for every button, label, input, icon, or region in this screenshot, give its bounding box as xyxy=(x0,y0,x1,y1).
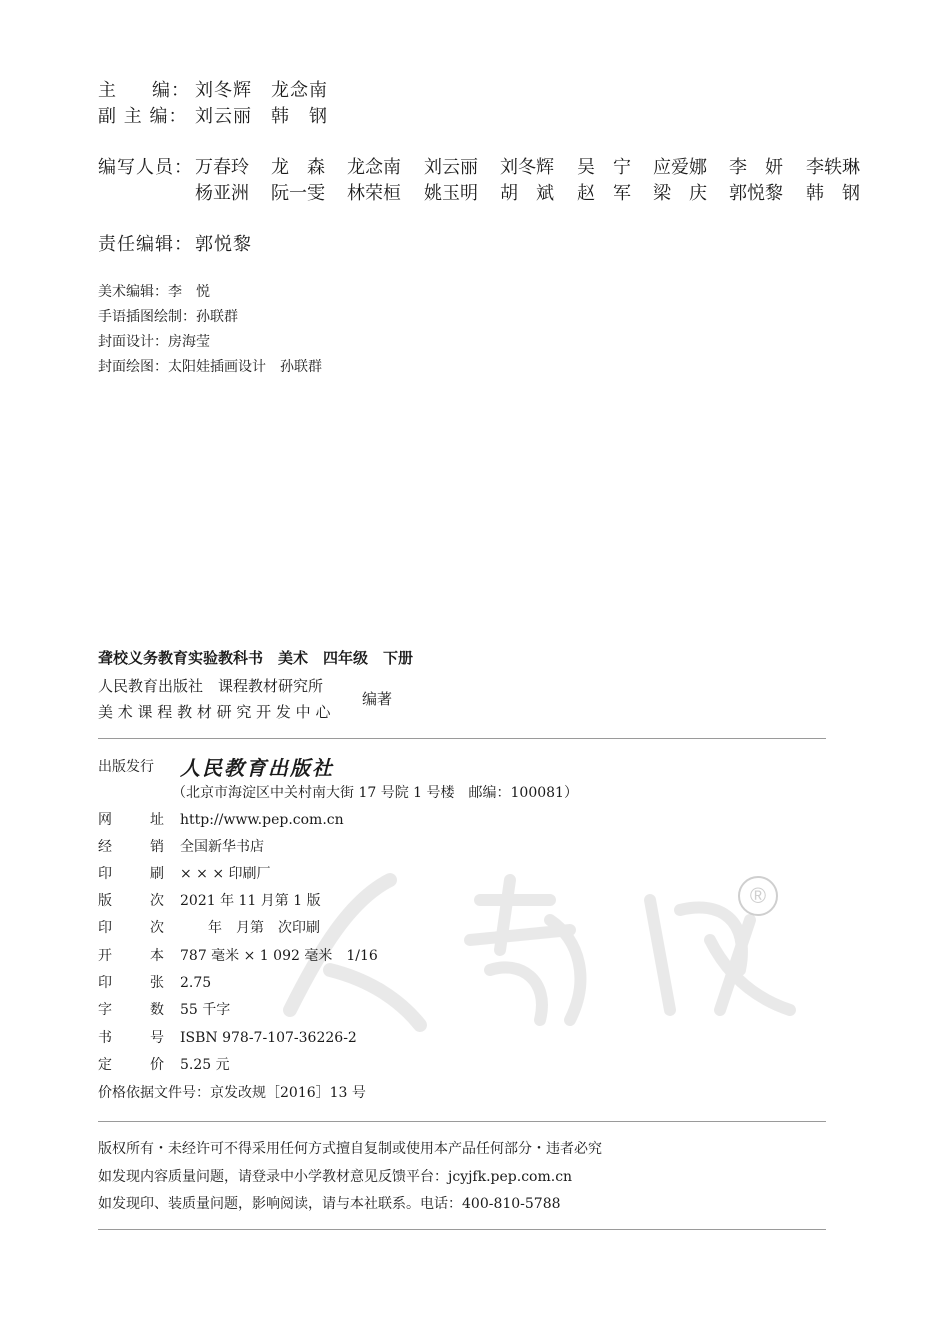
info-key: 号 xyxy=(150,1030,164,1046)
info-value: 2.75 xyxy=(180,975,212,991)
writer-name: 杨亚洲 xyxy=(195,183,249,204)
deputy-editor-label: 副 主 编： xyxy=(98,106,188,127)
info-value: 5.25 元 xyxy=(180,1057,230,1073)
responsible-editor-name: 郭悦黎 xyxy=(195,234,252,255)
writer-name: 梁 庆 xyxy=(653,183,707,204)
sign-language-illustration-credit xyxy=(98,306,238,326)
writer-name: 阮一雯 xyxy=(271,183,325,204)
info-key: 价 xyxy=(150,1057,164,1073)
info-value: 年 月第 次印刷 xyxy=(180,920,320,936)
book-title: 聋校义务教育实验教科书 美术 四年级 下册 xyxy=(98,649,414,667)
info-value: 全国新华书店 xyxy=(180,839,264,855)
info-key: 址 xyxy=(150,812,164,828)
info-key: 本 xyxy=(150,948,164,964)
info-key: 开 xyxy=(98,948,112,964)
info-key: 数 xyxy=(150,1002,164,1018)
cover-illustration-credit xyxy=(98,356,322,376)
writer-name: 龙 森 xyxy=(271,157,325,178)
divider-bottom xyxy=(98,1229,826,1230)
info-key: 刷 xyxy=(150,866,164,882)
credit-value: 孙联群 xyxy=(196,309,238,325)
chief-editor-names: 刘冬辉 龙念南 xyxy=(195,80,328,101)
writer-name: 韩 钢 xyxy=(806,183,860,204)
deputy-editor-names: 刘云丽 韩 钢 xyxy=(195,106,328,127)
info-key: 印 xyxy=(98,920,112,936)
info-key: 字 xyxy=(98,1002,112,1018)
registered-trademark-icon: ® xyxy=(738,876,778,916)
writer-name: 龙念南 xyxy=(347,157,401,178)
divider-middle xyxy=(98,1121,826,1122)
publisher-label: 出版发行 xyxy=(98,759,154,775)
cover-design-credit xyxy=(98,331,210,351)
writer-name: 刘云丽 xyxy=(424,157,478,178)
info-key: 网 xyxy=(98,812,112,828)
chief-editor-label-a: 主 xyxy=(98,80,117,101)
writer-name: 吴 宁 xyxy=(577,157,631,178)
writer-name: 刘冬辉 xyxy=(500,157,554,178)
info-key: 次 xyxy=(150,893,164,909)
info-value: × × × 印刷厂 xyxy=(180,866,271,882)
credit-label: 美术编辑： xyxy=(98,284,168,300)
info-key: 版 xyxy=(98,893,112,909)
compiling-org-2: 美 术 课 程 教 材 研 究 开 发 中 心 xyxy=(98,703,331,721)
compiling-org-1: 人民教育出版社 课程教材研究所 xyxy=(98,677,324,695)
info-key: 定 xyxy=(98,1057,112,1073)
credit-label: 封面设计： xyxy=(98,334,168,350)
writer-name: 赵 军 xyxy=(577,183,631,204)
info-key: 经 xyxy=(98,839,112,855)
writer-name: 林荣桓 xyxy=(347,183,401,204)
writers-label: 编写人员： xyxy=(98,157,193,178)
info-value: 787 毫米 × 1 092 毫米 1/16 xyxy=(180,948,378,964)
credit-value: 太阳娃插画设计 孙联群 xyxy=(168,359,322,375)
authored-label: 编著 xyxy=(362,690,393,708)
price-basis: 价格依据文件号：京发改规［2016］13 号 xyxy=(98,1085,366,1101)
writer-name: 郭悦黎 xyxy=(729,183,783,204)
credit-label: 手语插图绘制： xyxy=(98,309,196,325)
info-key: 张 xyxy=(150,975,164,991)
credit-value: 房海莹 xyxy=(168,334,210,350)
info-key: 销 xyxy=(150,839,164,855)
info-value: 55 千字 xyxy=(180,1002,231,1018)
copyright-notice: 版权所有・未经许可不得采用任何方式擅自复制或使用本产品任何部分・违者必究 xyxy=(98,1141,602,1157)
writer-name: 姚玉明 xyxy=(424,183,478,204)
info-key: 次 xyxy=(150,920,164,936)
chief-editor-label-b: 编： xyxy=(152,80,190,101)
art-editor-credit xyxy=(98,281,210,301)
credit-label: 封面绘图： xyxy=(98,359,168,375)
info-value: http://www.pep.com.cn xyxy=(180,812,344,828)
publisher-logo: 人民教育出版社 xyxy=(180,756,334,780)
print-quality-notice: 如发现印、装质量问题，影响阅读，请与本社联系。电话：400-810-5788 xyxy=(98,1196,561,1212)
info-value: 2021 年 11 月第 1 版 xyxy=(180,893,321,909)
info-key: 书 xyxy=(98,1030,112,1046)
info-key: 印 xyxy=(98,975,112,991)
writer-name: 胡 斌 xyxy=(500,183,554,204)
info-key: 印 xyxy=(98,866,112,882)
divider-top xyxy=(98,738,826,739)
credit-value: 李 悦 xyxy=(168,284,210,300)
info-value: ISBN 978-7-107-36226-2 xyxy=(180,1030,357,1046)
writer-name: 李 妍 xyxy=(729,157,783,178)
content-feedback-notice: 如发现内容质量问题，请登录中小学教材意见反馈平台：jcyjfk.pep.com.cn xyxy=(98,1169,573,1185)
publisher-address: （北京市海淀区中关村南大街 17 号院 1 号楼 邮编：100081） xyxy=(172,785,578,801)
responsible-editor-label: 责任编辑： xyxy=(98,234,193,255)
writer-name: 应爱娜 xyxy=(653,157,707,178)
writer-name: 李轶琳 xyxy=(806,157,860,178)
writer-name: 万春玲 xyxy=(195,157,249,178)
